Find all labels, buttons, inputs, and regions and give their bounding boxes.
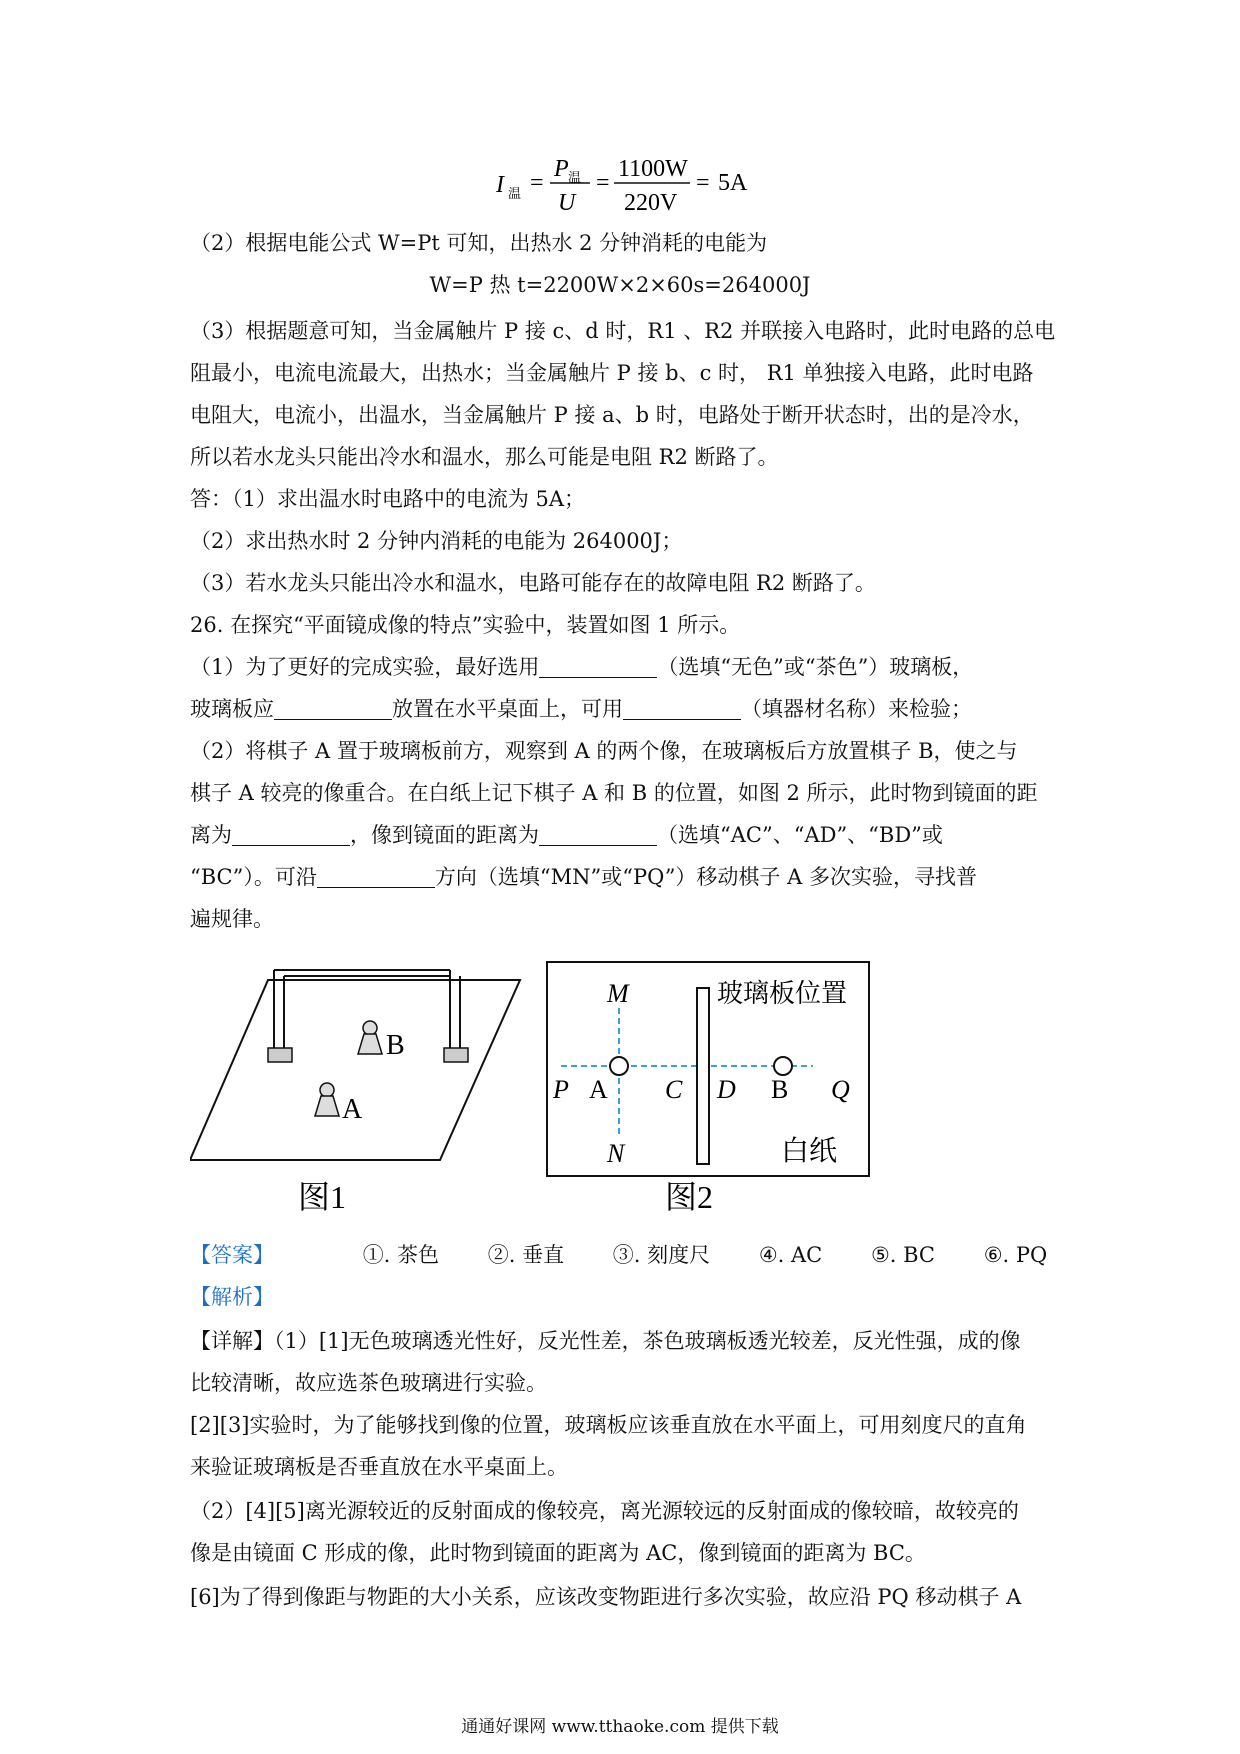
formula-result: 5A — [718, 170, 748, 196]
answer-item: ⑥. PQ — [983, 1243, 1048, 1267]
answer-tag: 【答案】 — [190, 1243, 274, 1267]
figure-1 — [190, 960, 530, 1220]
label-c: C — [665, 1075, 683, 1104]
question-line: “BC”）。可沿 方向（选填“MN”或“PQ”）移动棋子 A 多次实验，寻找普 — [190, 865, 977, 889]
detail-line: [6]为了得到像距与物距的大小关系，应该改变物距进行多次实验，故应沿 PQ 移动棋子 A — [190, 1585, 1022, 1609]
blank-3 — [623, 697, 741, 720]
blank-1 — [539, 655, 657, 678]
svg-text:=: = — [530, 170, 544, 196]
formula-num1-sub: 温 — [568, 170, 582, 185]
label-p: P — [553, 1075, 569, 1104]
label-d: D — [717, 1075, 736, 1104]
detail-line: 比较清晰，故应选茶色玻璃进行实验。 — [190, 1371, 547, 1395]
text-line: 阻最小，电流电流最大，出热水；当金属触片 P 接 b、c 时， R1 单独接入电路，此时电路 — [190, 361, 1034, 385]
fig2-caption: 图2 — [665, 1179, 714, 1215]
answer-line: （3）若水龙头只能出冷水和温水，电路可能存在的故障电阻 R2 断路了。 — [190, 571, 876, 595]
blank-4 — [232, 823, 350, 846]
blank-5 — [539, 823, 657, 846]
svg-text:=: = — [596, 170, 610, 196]
text-line: （2）根据电能公式 W=Pt 可知，出热水 2 分钟消耗的电能为 — [190, 231, 768, 255]
detail-line: 像是由镜面 C 形成的像，此时物到镜面的距离为 AC，像到镜面的距离为 BC。 — [190, 1541, 926, 1565]
formula-num1: P — [554, 156, 569, 182]
chess-piece-a-icon — [315, 1083, 339, 1116]
label-n: N — [607, 1139, 625, 1168]
answer-item: ④. AC — [758, 1243, 823, 1267]
detail-line: （2）[4][5]离光源较近的反射面成的像较亮，离光源较远的反射面成的像较暗，故较亮的 — [190, 1499, 1019, 1523]
question-line: （2）将棋子 A 置于玻璃板前方，观察到 A 的两个像，在玻璃板后方放置棋子 B，使之与 — [190, 739, 1018, 763]
answer-line: 答：（1）求出温水时电路中的电流为 5A； — [190, 487, 586, 511]
analysis-tag: 【解析】 — [190, 1285, 274, 1309]
paper-label: 白纸 — [781, 1136, 838, 1167]
fig1-label-a: A — [342, 1094, 363, 1125]
label-m: M — [607, 979, 629, 1008]
formula-num2: 1100W — [618, 156, 688, 182]
blank-6 — [317, 865, 435, 888]
formula-current — [490, 150, 770, 220]
formula-den2: 220V — [624, 190, 678, 216]
answer-item: ⑤. BC — [870, 1243, 936, 1267]
detail-line: 来验证玻璃板是否垂直放在水平桌面上。 — [190, 1455, 568, 1479]
label-a: A — [589, 1075, 608, 1104]
label-b: B — [771, 1075, 789, 1104]
formula-energy: W=P 热 t=2200W×2×60s=264000J — [429, 273, 811, 297]
detail-line: 【详解】（1）[1]无色玻璃透光性好，反光性差，茶色玻璃板透光较差，反光性强，成的像 — [190, 1329, 1021, 1353]
text-line: （3）根据题意可知，当金属触片 P 接 c、d 时，R1 、R2 并联接入电路时，此时电路的总电 — [190, 319, 1056, 343]
question-line: （1）为了更好的完成实验，最好选用 （选填“无色”或“茶色”）玻璃板， — [190, 655, 974, 679]
answer-item: ③. 刻度尺 — [612, 1243, 711, 1267]
answer-item: ①. 茶色 — [362, 1243, 440, 1267]
figure-2 — [545, 960, 875, 1220]
answer-item: ②. 垂直 — [487, 1243, 565, 1267]
answer-row — [190, 1240, 1060, 1270]
question-line: 棋子 A 较亮的像重合。在白纸上记下棋子 A 和 B 的位置，如图 2 所示，此时物到镜面的距 — [190, 781, 1038, 805]
question-26: 26. 在探究“平面镜成像的特点”实验中，装置如图 1 所示。 — [190, 613, 741, 637]
question-line: 遍规律。 — [190, 907, 274, 931]
page-footer: 通通好课网 www.tthaoke.com 提供下载 — [461, 1717, 779, 1737]
fig1-caption: 图1 — [298, 1179, 347, 1215]
formula-lhs-sub: 温 — [508, 186, 522, 201]
svg-text:=: = — [696, 170, 710, 196]
formula-lhs: I — [496, 172, 504, 198]
question-line: 离为 ，像到镜面的距离为 （选填“AC”、“AD”、“BD”或 — [190, 823, 943, 847]
blank-2 — [274, 697, 392, 720]
question-line: 玻璃板应 放置在水平桌面上，可用 （填器材名称）来检验； — [190, 697, 972, 721]
answer-line: （2）求出热水时 2 分钟内消耗的电能为 264000J； — [190, 529, 683, 553]
chess-piece-b-icon — [358, 1021, 382, 1054]
text-line: 电阻大，电流小，出温水，当金属触片 P 接 a、b 时，电路处于断开状态时，出的是冷水， — [190, 403, 1034, 427]
glass-label: 玻璃板位置 — [717, 979, 848, 1008]
text-line: 所以若水龙头只能出冷水和温水，那么可能是电阻 R2 断路了。 — [190, 445, 779, 469]
label-q: Q — [831, 1075, 850, 1104]
fig1-label-b: B — [386, 1030, 405, 1061]
formula-den1: U — [558, 190, 576, 216]
detail-line: [2][3]实验时，为了能够找到像的位置，玻璃板应该垂直放在水平面上，可用刻度尺的直角 — [190, 1413, 1027, 1437]
